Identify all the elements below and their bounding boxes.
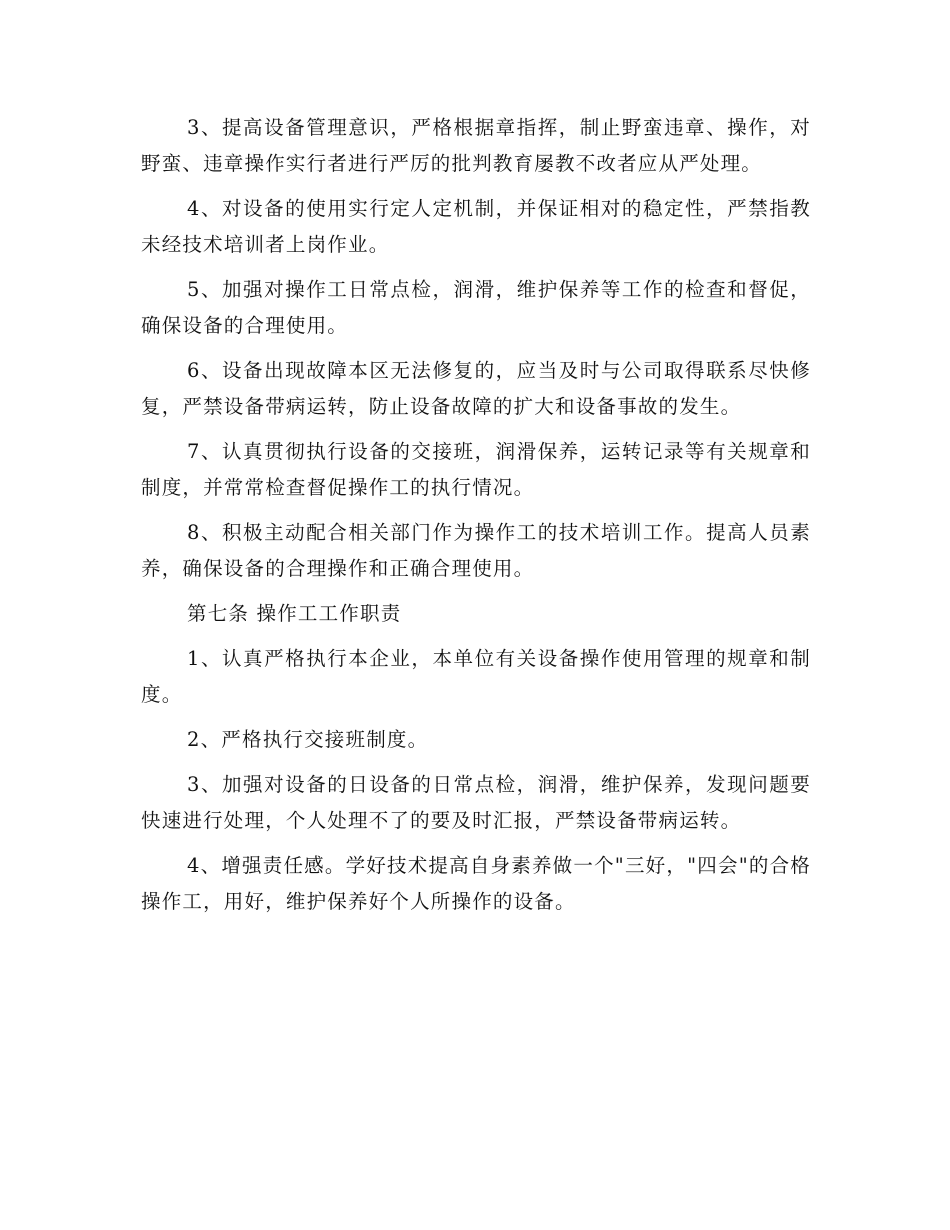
paragraph-item-8: 8、积极主动配合相关部门作为操作工的技术培训工作。提高人员素养，确保设备的合理操作和正确合理使用。 — [141, 521, 811, 580]
paragraph-item-7: 7、认真贯彻执行设备的交接班，润滑保养，运转记录等有关规章和制度，并常常检查督促操作工的执行情况。 — [141, 440, 811, 499]
duty-item-2: 2、严格执行交接班制度。 — [187, 728, 429, 751]
paragraph-item-3: 3、提高设备管理意识，严格根据章指挥，制止野蛮违章、操作，对野蛮、违章操作实行者进行严厉的批判教育屡教不改者应从严处理。 — [141, 116, 811, 175]
paragraph-item-5: 5、加强对操作工日常点检，润滑，维护保养等工作的检查和督促，确保设备的合理使用。 — [141, 278, 811, 337]
paragraph-item-6: 6、设备出现故障本区无法修复的，应当及时与公司取得联系尽快修复，严禁设备带病运转，防止设备故障的扩大和设备事故的发生。 — [141, 359, 811, 418]
duty-item-3: 3、加强对设备的日设备的日常点检，润滑，维护保养，发现问题要快速进行处理，个人处理不了的要及时汇报，严禁设备带病运转。 — [141, 773, 811, 832]
paragraph-item-4: 4、对设备的使用实行定人定机制，并保证相对的稳定性，严禁指教未经技术培训者上岗作业。 — [141, 197, 811, 256]
section-heading: 第七条 操作工工作职责 — [187, 602, 402, 625]
document-body — [141, 110, 811, 929]
duty-item-4: 4、增强责任感。学好技术提高自身素养做一个"三好，"四会"的合格操作工，用好，维护保养好个人所操作的设备。 — [141, 854, 811, 913]
duty-item-1: 1、认真严格执行本企业，本单位有关设备操作使用管理的规章和制度。 — [141, 647, 811, 706]
